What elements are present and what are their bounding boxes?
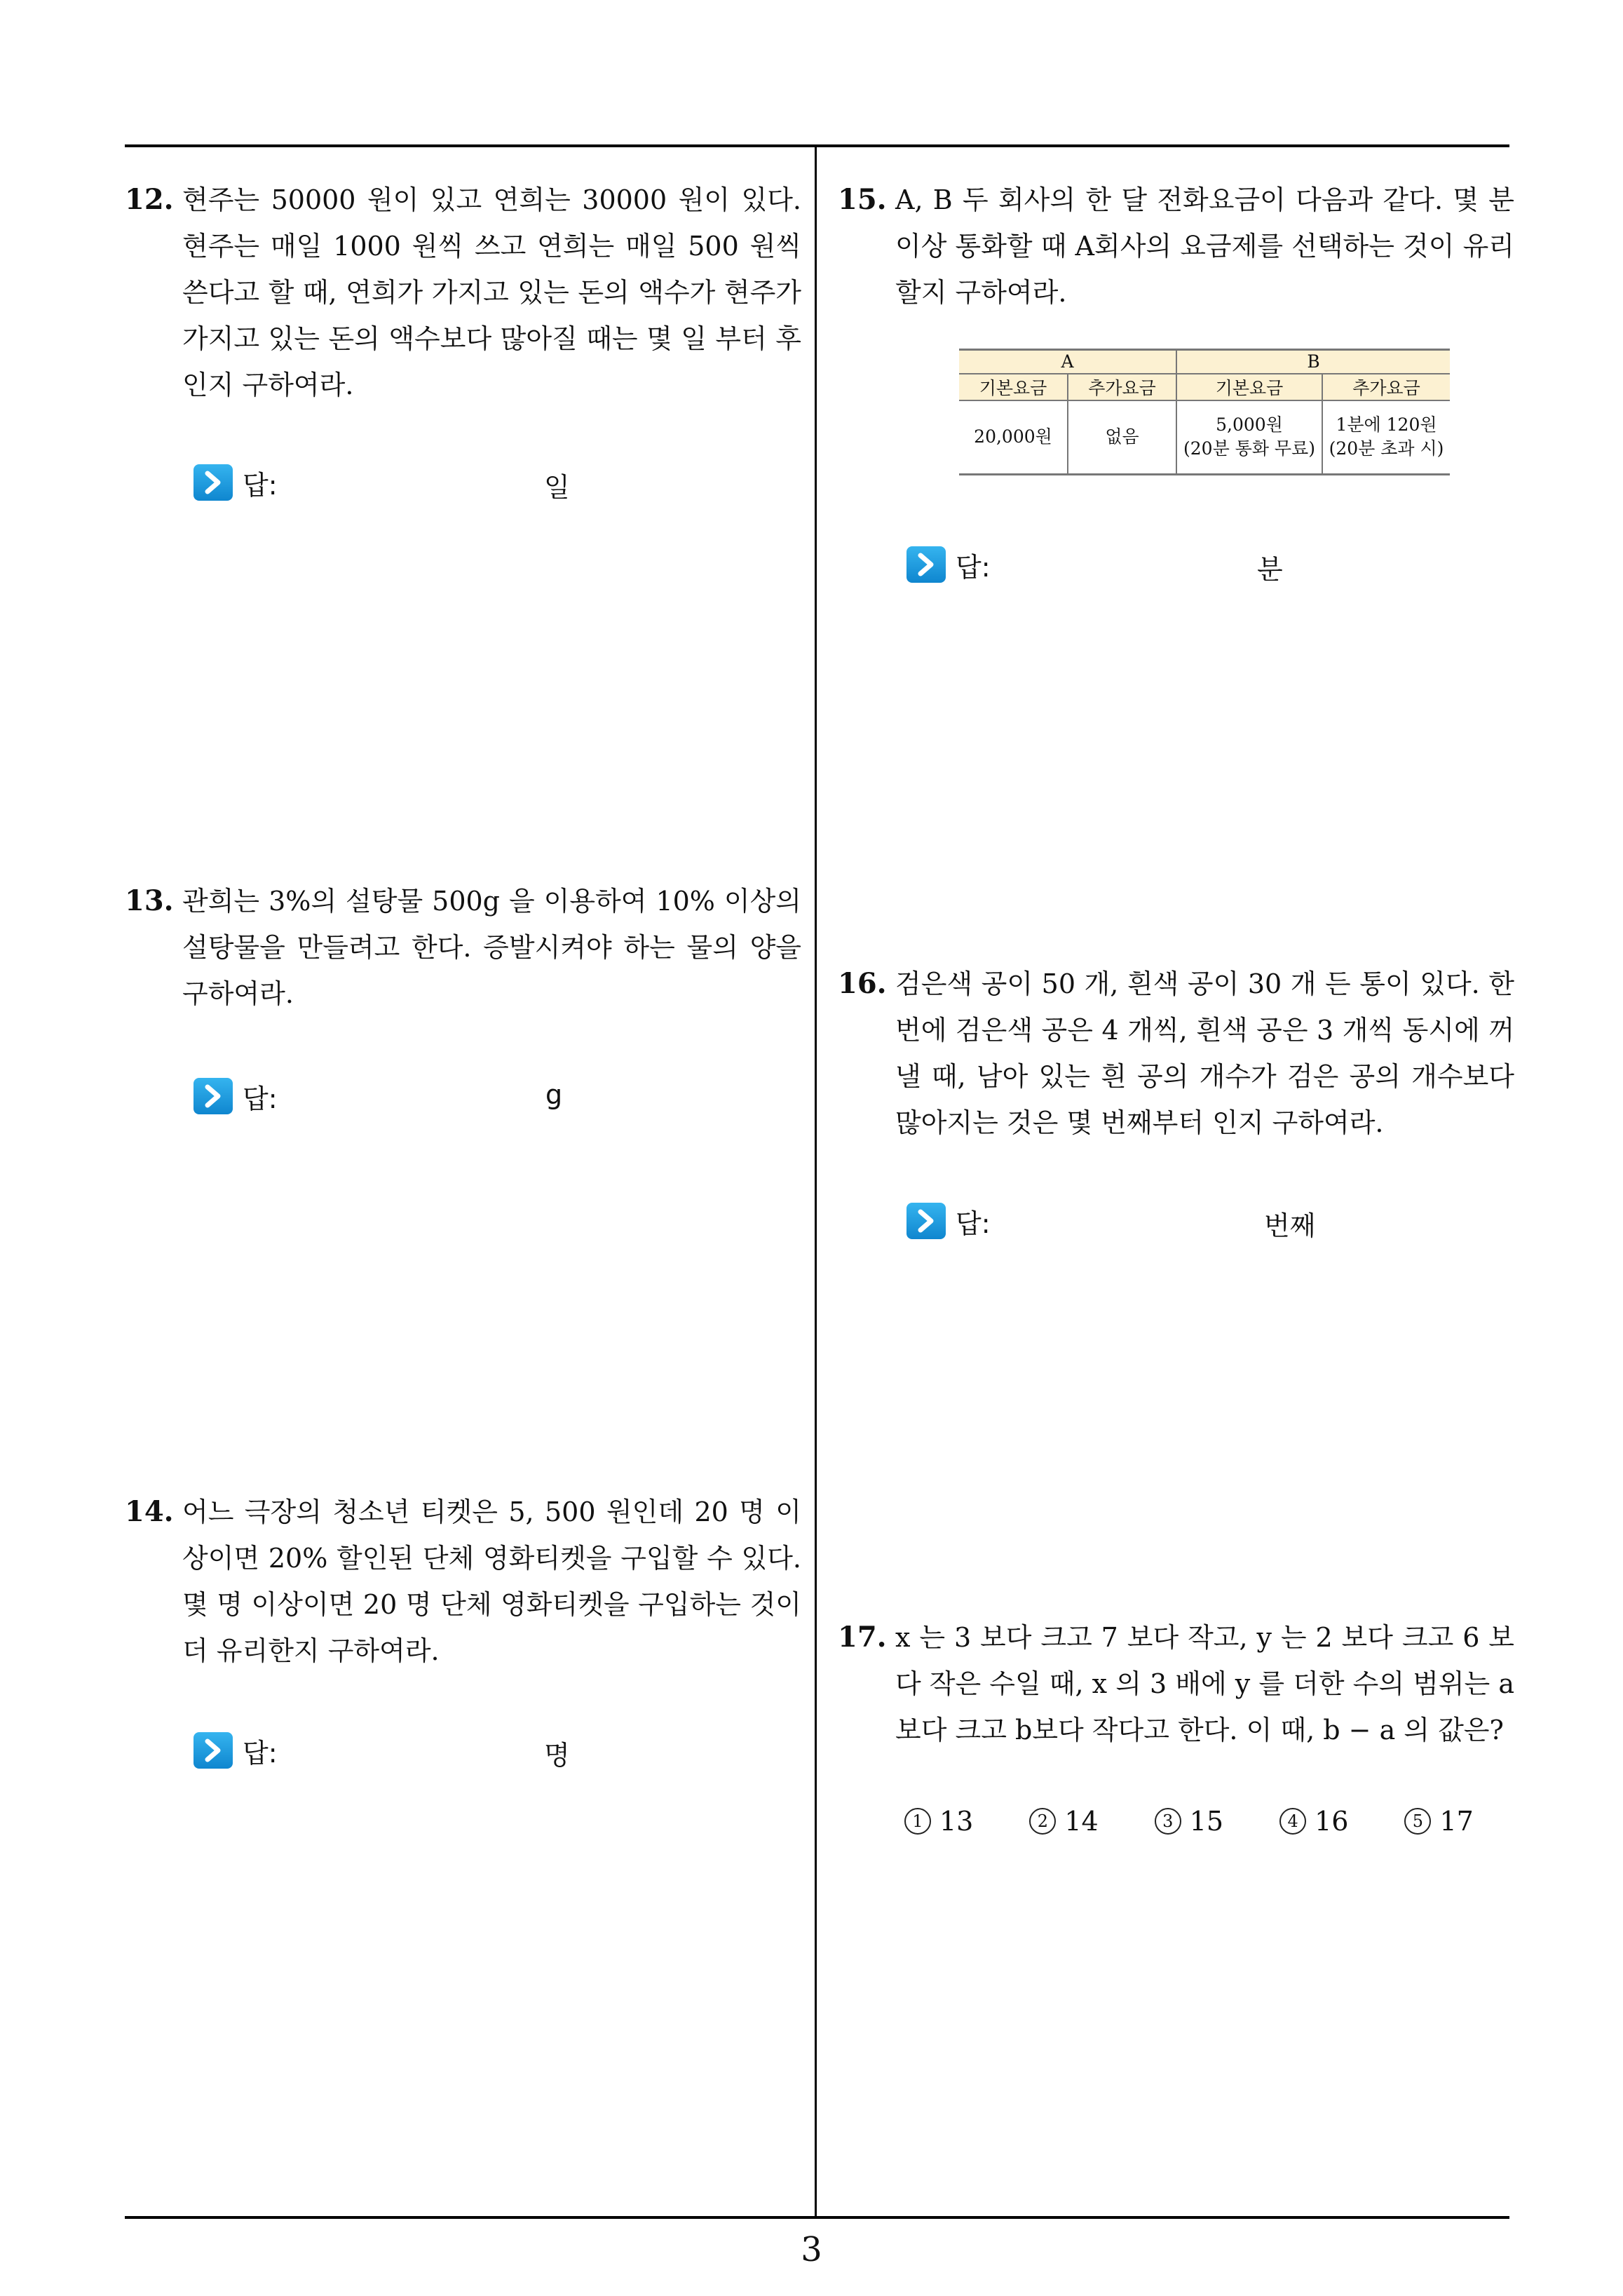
table-cell: [1322, 400, 1450, 475]
company-a-header: A: [959, 350, 1176, 374]
choice-marker: 2: [1029, 1808, 1056, 1835]
table-cell-line: (20분 초과 시): [1329, 438, 1444, 459]
question-number: 12.: [125, 183, 174, 216]
choice-marker: 4: [1279, 1808, 1306, 1835]
choice-1[interactable]: [904, 1806, 973, 1837]
question-17: [838, 1614, 1514, 1753]
page-number: 3: [801, 2230, 822, 2269]
choice-4[interactable]: [1279, 1806, 1348, 1837]
rate-table: [959, 349, 1450, 475]
choice-list: [904, 1806, 1530, 1837]
table-cell-line: (20분 통화 무료): [1183, 438, 1315, 459]
question-number: 14.: [125, 1495, 174, 1528]
chevron-right-icon: [906, 546, 946, 583]
question-text: A, B 두 회사의 한 달 전화요금이 다음과 같다. 몇 분 이상 통화할 때 A회사의 요금제를 선택하는 것이 유리할지 구하여라.: [895, 184, 1514, 308]
table-cell-line: 5,000원: [1216, 414, 1283, 435]
table-header: 기본요금: [1176, 374, 1322, 400]
choice-value: 16: [1315, 1806, 1349, 1837]
question-13: [125, 878, 801, 1017]
question-text: x 는 3 보다 크고 7 보다 작고, y 는 2 보다 크고 6 보다 작은 수일 때, x 의 3 배에 y 를 더한 수의 범위는 a 보다 크고 b보다 작다고 한다. 이 때, b − a 의 값은?: [895, 1622, 1514, 1745]
choice-value: 13: [939, 1806, 974, 1837]
choice-value: 15: [1189, 1806, 1224, 1837]
answer-label: 답:: [243, 1083, 278, 1114]
column-divider: [815, 144, 817, 2219]
table-cell: 없음: [1068, 400, 1176, 475]
question-12: [125, 177, 801, 408]
table-cell: [1176, 400, 1322, 475]
answer-row-15[interactable]: [906, 545, 1299, 584]
question-number: 13.: [125, 884, 174, 917]
answer-label: 답:: [243, 469, 278, 501]
table-cell-line: 1분에 120원: [1336, 414, 1437, 435]
table-cell: 20,000원: [959, 400, 1068, 475]
choice-marker: 1: [904, 1808, 931, 1835]
choice-value: 14: [1064, 1806, 1099, 1837]
answer-row-14[interactable]: [193, 1731, 586, 1770]
question-number: 16.: [838, 967, 887, 1000]
question-14: [125, 1489, 801, 1674]
answer-unit: g: [545, 1079, 563, 1110]
answer-row-12[interactable]: [193, 463, 586, 502]
answer-row-13[interactable]: [193, 1076, 586, 1116]
chevron-right-icon: [906, 1203, 946, 1239]
table-header: 기본요금: [959, 374, 1068, 400]
table-header: 추가요금: [1322, 374, 1450, 400]
choice-value: 17: [1439, 1806, 1474, 1837]
question-16: [838, 961, 1514, 1146]
top-rule: [125, 144, 1509, 147]
question-number: 17.: [838, 1621, 887, 1654]
table-header: 추가요금: [1068, 374, 1176, 400]
chevron-right-icon: [193, 1732, 233, 1769]
question-text: 어느 극장의 청소년 티켓은 5, 500 원인데 20 명 이상이면 20% 할인된 단체 영화티켓을 구입할 수 있다. 몇 명 이상이면 20 명 단체 영화티켓을 구입하는 것이 더 유리한지 구하여라.: [182, 1497, 801, 1666]
question-text: 관희는 3%의 설탕물 500g 을 이용하여 10% 이상의 설탕물을 만들려고 한다. 증발시켜야 하는 물의 양을 구하여라.: [182, 886, 801, 1009]
answer-unit: 번째: [1264, 1210, 1316, 1241]
answer-unit: 일: [544, 472, 570, 503]
choice-5[interactable]: [1404, 1806, 1473, 1837]
question-text: 현주는 50000 원이 있고 연희는 30000 원이 있다. 현주는 매일 1000 원씩 쓰고 연희는 매일 500 원씩 쓴다고 할 때, 연희가 가지고 있는 돈의 액수가 현주가 가지고 있는 돈의 액수보다 많아질 때는 몇 일 부터 후인지 구하여라.: [182, 184, 801, 400]
answer-row-16[interactable]: [906, 1201, 1341, 1241]
company-b-header: B: [1176, 350, 1450, 374]
question-number: 15.: [838, 183, 887, 216]
choice-marker: 3: [1155, 1808, 1181, 1835]
choice-3[interactable]: [1155, 1806, 1223, 1837]
chevron-right-icon: [193, 464, 233, 501]
answer-label: 답:: [956, 551, 991, 583]
bottom-rule: [125, 2216, 1509, 2219]
chevron-right-icon: [193, 1078, 233, 1114]
answer-unit: 분: [1257, 554, 1283, 585]
answer-label: 답:: [243, 1737, 278, 1769]
choice-marker: 5: [1404, 1808, 1431, 1835]
choice-2[interactable]: [1029, 1806, 1098, 1837]
question-text: 검은색 공이 50 개, 흰색 공이 30 개 든 통이 있다. 한 번에 검은색 공은 4 개씩, 흰색 공은 3 개씩 동시에 꺼낼 때, 남아 있는 흰 공의 개수가 검은 공의 개수보다 많아지는 것은 몇 번째부터 인지 구하여라.: [895, 968, 1514, 1138]
answer-label: 답:: [956, 1208, 991, 1239]
question-15: [838, 177, 1514, 316]
answer-unit: 명: [544, 1740, 570, 1771]
